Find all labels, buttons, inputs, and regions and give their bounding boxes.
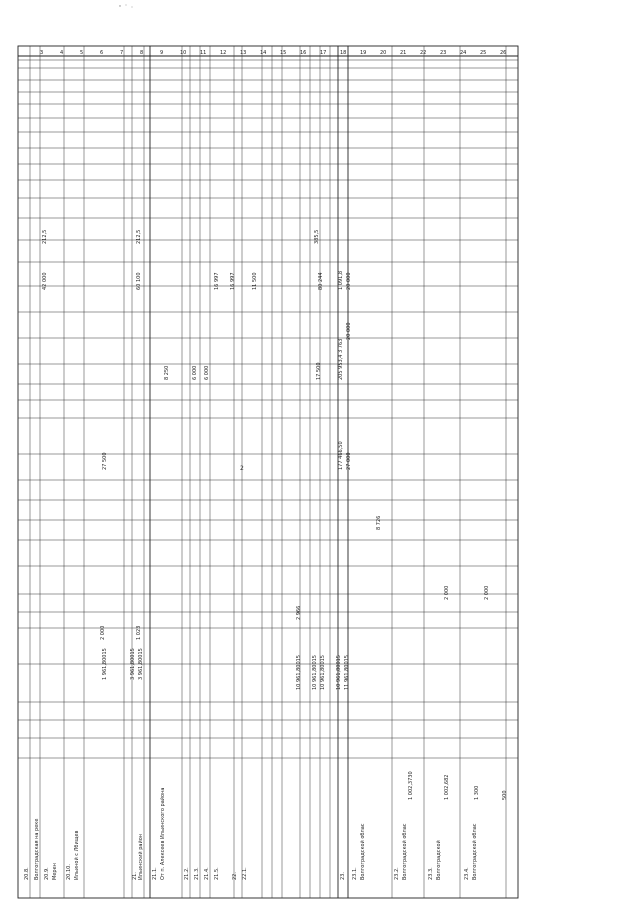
- cell-value: 2 000: [484, 585, 490, 600]
- cell-value: 3 961,80015: [130, 648, 136, 680]
- cell-values: [42, 230, 508, 800]
- header-number: 4: [60, 50, 64, 56]
- row-code: 20.9.: [44, 867, 50, 880]
- cell-value: 212,5: [136, 229, 142, 244]
- header-number: 24: [460, 50, 467, 56]
- header-number: 13: [240, 50, 247, 56]
- row-code: 23.1.: [352, 867, 358, 880]
- row-text: Волгоградской облас: [472, 823, 478, 880]
- row-text: Мерен: [52, 863, 58, 880]
- cell-value: 1 091,8: [338, 270, 344, 290]
- header-number: 8: [140, 50, 144, 56]
- row-text: Волгоградской: [436, 840, 442, 880]
- cell-value: 17 500: [316, 362, 322, 380]
- header-number: 11: [200, 50, 207, 56]
- cell-value: 10 961,80015: [320, 655, 326, 690]
- cell-value: 80 244: [318, 272, 324, 290]
- row-code: 20.10.: [66, 864, 72, 880]
- header-number: 26: [500, 50, 507, 56]
- header-number: 23: [440, 50, 447, 56]
- row-text: Ильинский район: [138, 833, 144, 880]
- cell-value: 2 000: [444, 585, 450, 600]
- row-code: 21.4.: [204, 867, 210, 880]
- cell-value: 10 961,80015: [336, 655, 342, 690]
- header-number: 16: [300, 50, 307, 56]
- cell-value: 11 500: [252, 272, 258, 290]
- cell-value: 16 997: [214, 272, 220, 290]
- header-number: 6: [100, 50, 104, 56]
- row-text: Ильиной с Лбищев: [74, 830, 80, 880]
- row-code: 21.5.: [214, 867, 220, 880]
- row-text: Волгоградской облас: [402, 823, 408, 880]
- cell-value: 205 953,4 3 763: [338, 338, 344, 380]
- header-numbers: [40, 50, 506, 56]
- row-code: 23.: [340, 872, 346, 880]
- row-code: 21.: [132, 872, 138, 880]
- header-number: 3: [40, 50, 44, 56]
- cell-value: 16 997: [230, 272, 236, 290]
- header-number: 7: [120, 50, 124, 56]
- cell-value: 3 961,80015: [138, 648, 144, 680]
- cell-value: 11 961,80015: [344, 655, 350, 690]
- header-number: 20: [380, 50, 387, 56]
- cell-value: 2 966: [296, 605, 302, 620]
- page-marker: 2: [240, 465, 244, 472]
- cell-value: 20 000: [346, 322, 352, 340]
- row-code: 23.3.: [428, 867, 434, 880]
- header-number: 21: [400, 50, 407, 56]
- row-text: Волгоградской облас: [360, 823, 366, 880]
- header-number: 14: [260, 50, 267, 56]
- cell-value: 10 961,80015: [296, 655, 302, 690]
- cell-value: 6 000: [204, 365, 210, 380]
- cell-value: 2 000: [100, 625, 106, 640]
- header-number: 17: [320, 50, 327, 56]
- cell-value: 1 002,3730: [408, 771, 414, 800]
- cell-value: 1 023: [136, 625, 142, 640]
- cell-value: 8 250: [164, 365, 170, 380]
- cell-value: 20 000: [346, 272, 352, 290]
- row-code: 23.2.: [394, 867, 400, 880]
- cell-value: 177 466,50: [338, 441, 344, 470]
- header-number: 19: [360, 50, 367, 56]
- header-number: 10: [180, 50, 187, 56]
- cell-value: 1 002,682: [444, 774, 450, 800]
- cell-value: 6 000: [192, 365, 198, 380]
- cell-value: 500: [502, 790, 508, 800]
- header-number: 22: [420, 50, 427, 56]
- row-code: 21.3.: [194, 867, 200, 880]
- cell-value: 8 726: [376, 515, 382, 530]
- cell-value: 385,5: [314, 229, 320, 244]
- cell-value: 10 961,80015: [312, 655, 318, 690]
- row-code: 20.8.: [24, 867, 30, 880]
- table-frame: [18, 46, 518, 898]
- cell-value: 60 100: [136, 272, 142, 290]
- row-code: 21.2.: [184, 867, 190, 880]
- header-number: 15: [280, 50, 287, 56]
- scan-specks: [119, 5, 132, 8]
- header-number: 9: [160, 50, 164, 56]
- row-code: 22.: [232, 872, 238, 880]
- header-number: 25: [480, 50, 487, 56]
- row-text: От п. Алексеев Ильинского района: [160, 787, 166, 880]
- row-text: Волгоградская на реке: [34, 818, 40, 880]
- row-code: 23.4.: [464, 867, 470, 880]
- header-number: 5: [80, 50, 84, 56]
- cell-value: 1 300: [474, 785, 480, 800]
- column-rules: [18, 68, 518, 758]
- cell-value: 27 000: [346, 452, 352, 470]
- header-number: 18: [340, 50, 347, 56]
- cell-value: 42 000: [42, 272, 48, 290]
- cell-value: 27 500: [102, 452, 108, 470]
- row-code: 22.1.: [242, 867, 248, 880]
- row-rules: [30, 46, 506, 898]
- row-code: 21.1.: [152, 867, 158, 880]
- cell-value: 212,5: [42, 229, 48, 244]
- header-number: 12: [220, 50, 227, 56]
- cell-value: 1 961,80015: [102, 648, 108, 680]
